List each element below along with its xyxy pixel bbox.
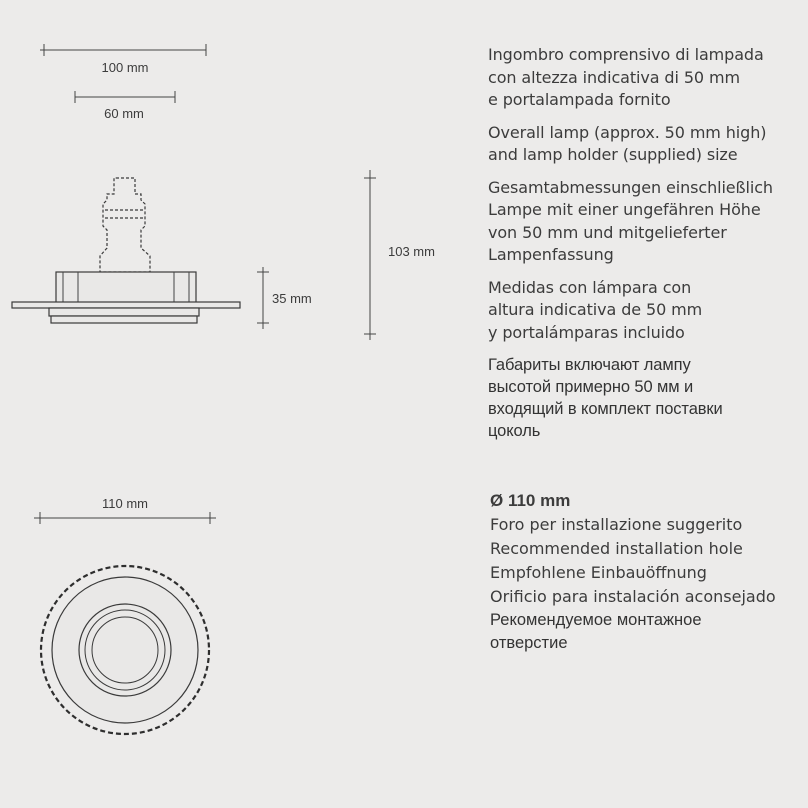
dimension-label-width-overall: 100 mm — [101, 60, 149, 75]
dimension-label-height-body: 35 mm — [272, 291, 312, 306]
dimension-label-width-inner: 60 mm — [104, 106, 144, 121]
trim-outer-ring — [52, 577, 198, 723]
hole-diameter: Ø 110 mm — [490, 491, 571, 510]
hole-italian: Foro per installazione suggerito — [490, 515, 743, 534]
fixture-side-view — [12, 178, 240, 323]
dimension-height-total — [364, 170, 435, 340]
fixture-flange — [12, 302, 240, 308]
dimension-width-overall — [40, 44, 206, 75]
description-spanish: Medidas con lámpara con altura indicativa de 50 mm y portalámparas incluido — [488, 277, 703, 342]
description-english: Overall lamp (approx. 50 mm high) and lamp holder (supplied) size — [488, 122, 767, 164]
fixture-top-view — [41, 566, 209, 734]
hole-spanish: Orificio para instalación aconsejado — [490, 587, 776, 606]
fixture-trim-lower — [51, 316, 197, 323]
dimension-height-body — [257, 267, 312, 329]
installation-hole-text — [490, 489, 806, 655]
description-russian: Габариты включают лампу высотой примерно 50 мм и входящий в комплект поставки цоколь — [488, 356, 723, 440]
lamp-holder-outline — [100, 178, 150, 272]
dimension-width-inner — [75, 91, 175, 121]
description-text — [488, 44, 804, 452]
dimension-label-width-bottom: 110 mm — [102, 496, 148, 511]
description-italian: Ingombro comprensivo di lampada con altezza indicativa di 50 mm e portalampada fornito — [488, 45, 764, 109]
hole-english: Recommended installation hole — [490, 539, 743, 558]
dimension-width-bottom — [34, 496, 216, 524]
fixture-trim-upper — [49, 308, 199, 316]
dimension-label-height-total: 103 mm — [388, 244, 435, 259]
description-german: Gesamtabmessungen einschließlich Lampe mit einer ungefähren Höhe von 50 mm und mitgelieferter Lampenfassung — [488, 177, 773, 264]
fixture-body — [56, 272, 196, 306]
hole-german: Empfohlene Einbauöffnung — [490, 563, 707, 582]
hole-russian: Рекомендуемое монтажное отверстие — [490, 611, 702, 652]
